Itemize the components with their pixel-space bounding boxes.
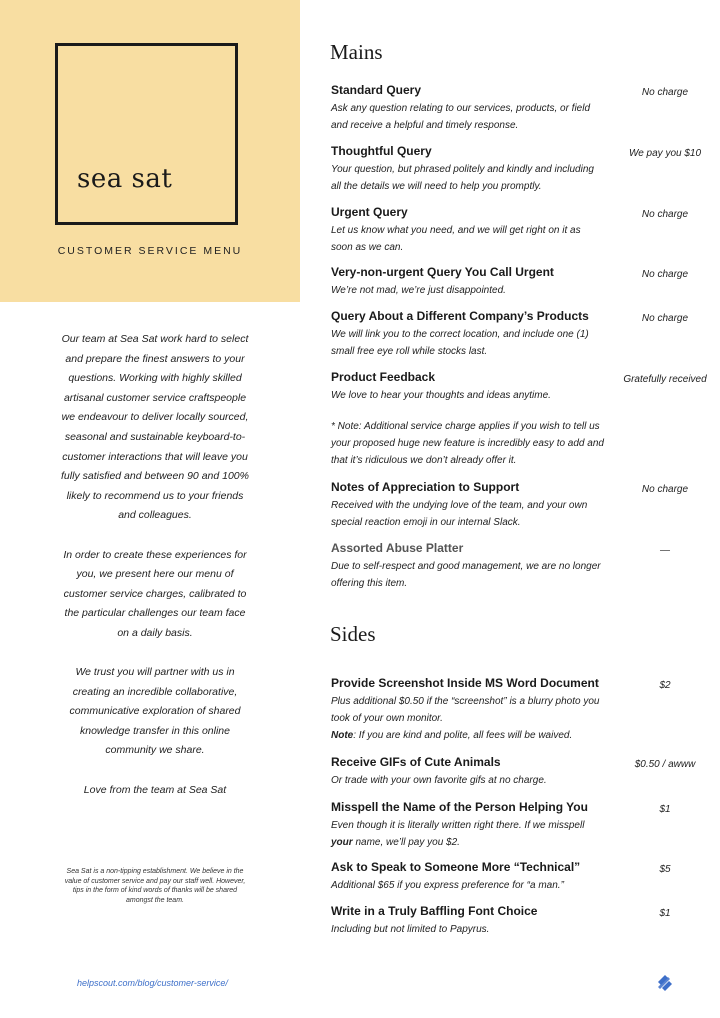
item-description [331,817,601,851]
item-name: Assorted Abuse Platter [331,541,464,555]
item-name: Query About a Different Company’s Products [331,309,589,323]
menu-item [331,676,701,744]
intro-paragraph: We trust you will partner with us in creating an incredible collaborative, communicative exploration of shared knowledge transfer in this online community we share. [69,666,241,757]
menu-item [331,370,707,404]
item-name: Provide Screenshot Inside MS Word Document [331,676,599,690]
logo-frame [55,43,238,225]
item-description-bold: your [331,837,353,848]
section-title-sides: Sides [330,622,376,646]
item-name: Write in a Truly Baffling Font Choice [331,904,538,918]
item-price: No charge [641,209,689,220]
item-price: No charge [641,484,689,495]
menu-item [331,480,701,531]
item-name: Ask to Speak to Someone More “Technical” [331,860,581,874]
item-description: Received with the undying love of the team, and your own special reaction emoji in our internal Slack. [331,500,588,528]
item-description: We love to hear your thoughts and ideas anytime. [331,390,551,401]
intro-paragraph: Our team at Sea Sat work hard to select and prepare the finest answers to your questions. Working with highly skilled artisanal customer service craftspeople we endeavour to deliver locally sourced, seasonal and sustainable keyboard-to-customer interactions that will leave you fully satisfied and between 90 and 100% likely to recommend us to your friends and colleagues. [61,333,249,522]
item-description-text: Even though it is literally written right there. If we misspell [331,820,585,831]
item-name: Thoughtful Query [331,144,432,158]
menu-item [331,144,701,195]
menu-item [331,205,701,256]
item-description: We will link you to the correct location, and include one (1) small free eye roll while stocks last. [331,329,589,357]
item-description [331,693,601,744]
item-price: No charge [641,313,689,324]
menu-item [331,755,701,789]
item-price: We pay you $10 [628,148,702,159]
item-name: Standard Query [331,83,422,97]
item-price: — [660,545,670,556]
item-description: Your question, but phrased politely and kindly and including all the details we will need to help you promptly. [331,164,594,192]
item-description: We’re not mad, we’re just disappointed. [331,285,506,296]
item-price: $2 [659,680,671,691]
item-description-bold: Note [331,730,354,741]
item-price: $0.50 / awww [634,759,696,770]
item-description: Ask any question relating to our services, products, or field and receive a helpful and timely response. [331,103,591,131]
helpscout-logo-icon [655,973,675,993]
section-title-mains: Mains [330,40,383,64]
fineprint: Sea Sat is a non-tipping establishment. We believe in the value of customer service and pay our staff well. However, tips in the form of kind words of thanks will be shared amongst the team. [64,868,246,904]
menu-item [331,265,701,299]
menu-subtitle: CUSTOMER SERVICE MENU [57,245,243,257]
item-name: Misspell the Name of the Person Helping You [331,800,588,814]
intro-signoff: Love from the team at Sea Sat [83,783,227,796]
item-name: Product Feedback [331,370,436,384]
item-name: Very-non-urgent Query You Call Urgent [331,265,554,279]
item-price: $5 [659,864,671,875]
item-name: Urgent Query [331,205,408,219]
item-price: No charge [641,87,689,98]
menu-item [331,860,701,894]
item-price: $1 [659,908,671,919]
item-name: Receive GIFs of Cute Animals [331,755,501,769]
brand-banner [0,0,300,302]
item-description-tail: name, we’ll pay you $2. [352,837,460,848]
menu-item [331,800,701,851]
item-description: Due to self-respect and good management, we are no longer offering this item. [331,561,601,589]
item-price: No charge [641,269,689,280]
menu-item [331,541,701,592]
footer-link[interactable]: helpscout.com/blog/customer-service/ [77,978,228,988]
intro-text [60,330,250,820]
item-description-tail: : If you are kind and polite, all fees will be waived. [353,730,573,741]
menu-item [331,83,701,134]
menu-item [331,309,701,360]
item-description: Including but not limited to Papyrus. [331,924,490,935]
item-price: Gratefully received [623,374,707,385]
feedback-note: * Note: Additional service charge applies if you wish to tell us your proposed huge new feature is incredibly easy to add and that it’s ridiculous we don’t already offer it. [331,421,604,466]
item-description: Additional $65 if you express preference for “a man.” [331,880,564,891]
item-description: Let us know what you need, and we will get right on it as soon as we can. [331,225,581,253]
item-description-text: Plus additional $0.50 if the “screenshot” is a blurry photo you took of your own monitor. [331,696,600,724]
item-description: Or trade with your own favorite gifs at no charge. [331,775,547,786]
menu-item [331,904,701,938]
item-price: $1 [659,804,671,815]
logo-text: sea sat [77,164,173,194]
intro-paragraph: In order to create these experiences for you, we present here our menu of customer service charges, calibrated to the particular challenges our team face on a daily basis. [63,548,247,639]
item-name: Notes of Appreciation to Support [331,480,520,494]
